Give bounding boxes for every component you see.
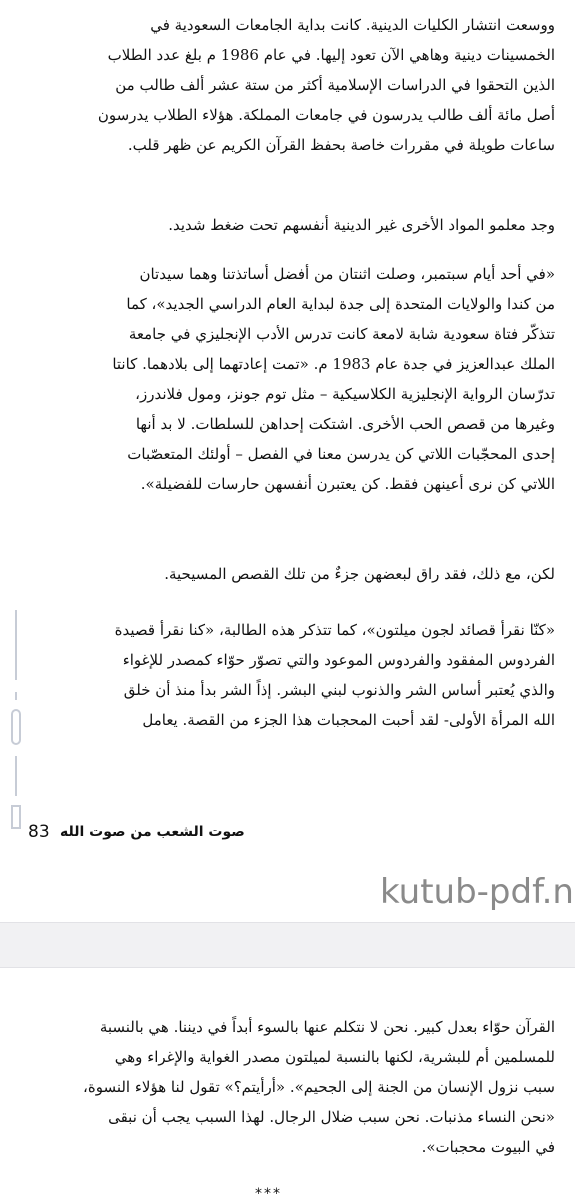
page-number: 83 [28, 822, 50, 842]
text-line: والذي يُعتبر أساس الشر والذنوب لبني البشر. إذاً الشر بدأ منذ أن خلق [123, 681, 555, 699]
text-line: اللاتي كن نرى أعينهن فقط. كن يعتبرن أنفسهن حارسات للفضيلة». [140, 475, 555, 493]
text-line: «في أحد أيام سبتمبر، وصلت اثنتان من أفضل أساتذتنا وهما سيدتان [139, 265, 555, 283]
text-line: في البيوت محجبات». [421, 1138, 555, 1156]
text-line: الله المرأة الأولى- لقد أحبت المحجبات هذا الجزء من القصة. يعامل [142, 711, 555, 729]
text-line: أصل مائة ألف طالب يدرسون في جامعات المملكة. هؤلاء الطلاب يدرسون [97, 106, 555, 124]
text-line: الذين التحقوا في الدراسات الإسلامية أكثر من ستة عشر ألف طالب من [115, 76, 555, 94]
text-line: ووسعت انتشار الكليات الدينية. كانت بداية الجامعات السعودية في [150, 16, 555, 34]
text-line: من كندا والولايات المتحدة إلى جدة لبداية العام الدراسي الجديد»، كما [126, 295, 555, 313]
text-line: وجد معلمو المواد الأخرى غير الدينية أنفسهم تحت ضغط شديد. [168, 216, 555, 234]
paragraph-4 [20, 559, 555, 589]
text-line: القرآن حوّاء بعدل كبير. نحن لا نتكلم عنها بالسوء أبداً في ديننا. هي بالنسبة [99, 1018, 555, 1036]
text-line: «كنّا نقرأ قصائد لجون ميلتون»، كما تتذكر هذه الطالبة، «كنا نقرأ قصيدة [114, 621, 555, 639]
paragraph-5 [20, 615, 555, 735]
running-title: صوت الشعب من صوت الله [60, 824, 245, 840]
text-line: وغيرها من قصص الحب الأخرى. اشتكت إحداهن للسلطات. لا بد أنها [135, 415, 555, 433]
text-line: تدرّسان الرواية الإنجليزية الكلاسيكية – مثل توم جونز، ومول فلاندرز، [135, 385, 555, 403]
text-line: الملك عبدالعزيز في جدة عام 1983 م. «تمت إعادتهما إلى بلادهما. كانتا [112, 355, 555, 373]
watermark-text: kutub-pdf.n [380, 872, 574, 912]
text-line: الخمسينات دينية وهاهي الآن تعود إليها. في عام 1986 م بلغ عدد الطلاب [107, 46, 555, 64]
text-line: ساعات طويلة في مقررات خاصة بحفظ القرآن الكريم عن ظهر قلب. [127, 136, 555, 154]
paragraph-2 [20, 210, 555, 240]
text-line: «نحن النساء مذنبات. نحن سبب ضلال الرجال. لهذا السبب يجب أن نبقى [108, 1108, 555, 1126]
text-line: سبب نزول الإنسان من الجنة إلى الجحيم». «أرأيتم؟» تقول لنا هؤلاء النسوة، [83, 1078, 555, 1096]
text-line: للمسلمين أم للبشرية، لكنها بالنسبة لميلتون مصدر الغواية والإغراء وهي [114, 1048, 555, 1066]
text-line: الفردوس المفقود والفردوس الموعود والتي تصوّر حوّاء كمصدر للإغواء [122, 651, 555, 669]
text-line: لكن، مع ذلك، فقد راق لبعضهن جزءٌ من تلك القصص المسيحية. [164, 565, 555, 583]
paragraph-3 [20, 259, 555, 499]
paragraph-1 [20, 10, 555, 160]
side-watermark-stamp-icon [6, 600, 28, 840]
paragraph-6 [20, 1012, 555, 1162]
text-line: إحدى المحجّبات اللاتي كن يدرسن معنا في الفصل – أولئك المتعصّبات [127, 445, 555, 463]
page-separator [0, 922, 575, 968]
text-line: تتذكّر فتاة سعودية شابة لامعة كانت تدرس الأدب الإنجليزي في جامعة [128, 325, 555, 343]
section-ornament: *** [255, 1186, 282, 1202]
